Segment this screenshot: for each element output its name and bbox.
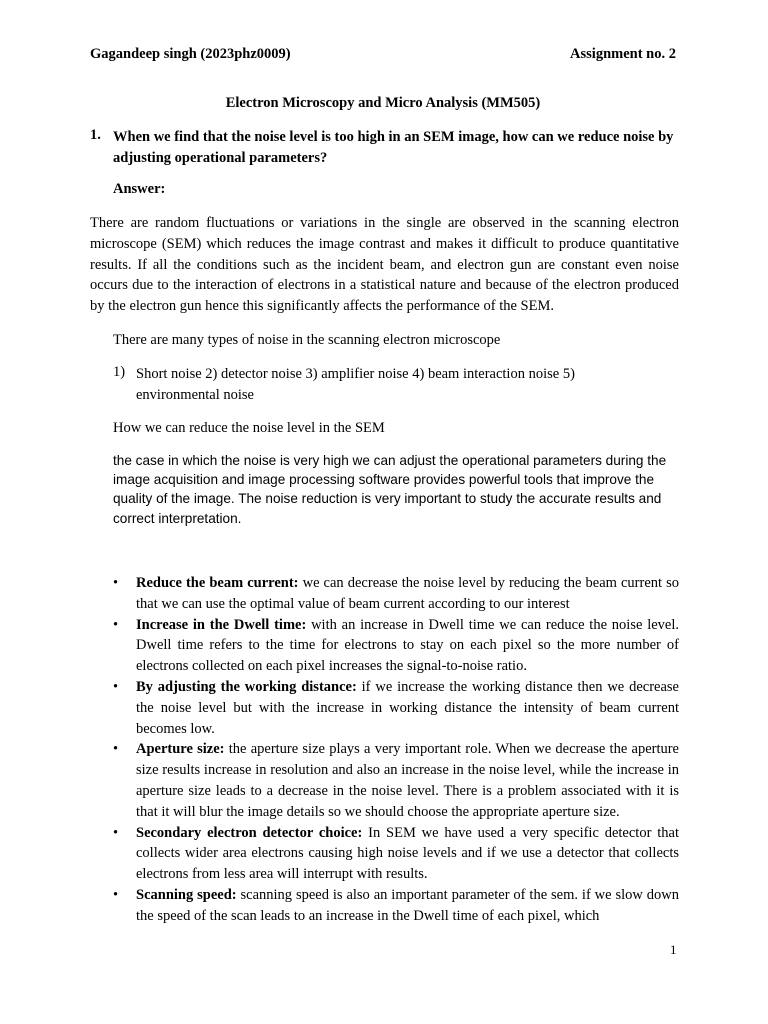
reduce-noise-heading: How we can reduce the noise level in the SEM (113, 420, 385, 436)
list-item (113, 615, 679, 677)
bullet-label: Secondary electron detector choice: (136, 824, 363, 841)
list-item (113, 739, 679, 822)
bullet-label: Increase in the Dwell time: (136, 616, 307, 633)
noise-types-intro: There are many types of noise in the scanning electron microscope (113, 332, 501, 348)
bullet-icon: • (113, 678, 119, 695)
author-name: Gagandeep singh (2023phz0009) (90, 46, 291, 62)
bullet-icon: • (113, 741, 119, 758)
parameter-bullet-list (113, 573, 679, 927)
bullet-icon: • (113, 575, 119, 591)
bullet-label: Aperture size: (136, 741, 225, 758)
intro-paragraph: There are random fluctuations or variations in the single are observed in the scanning electron microscope (SEM) which reduces the image contrast and makes it difficult to produce quantitative results. If all the conditions such as the incident beam, and electron gun are constant even noise occurs due to the interaction of electrons in a statistical nature and because of the electron produced by the electron gun hence this significantly affects the performance of the SEM. (90, 215, 679, 315)
sans-paragraph: the case in which the noise is very high we can adjust the operational parameters during the image acquisition and image processing software provides powerful tools that improve the quality of the image. The noise reduction is very important to study the accurate results and correct interpretation. (113, 453, 667, 526)
bullet-label: Scanning speed: (136, 886, 237, 903)
bullet-text: we can decrease the noise level by reducing the beam current so that we can use the optimal value of beam current according to our interest (136, 575, 679, 612)
list-item (113, 573, 679, 615)
bullet-label: By adjusting the working distance: (136, 678, 357, 695)
list-item (113, 885, 679, 927)
bullet-text: In SEM we have used a very specific detector that collects wider area electrons causing high noise levels and if we use a detector that collects electrons from less area will interrupt with results. (136, 824, 679, 883)
bullet-icon: • (113, 886, 119, 903)
bullet-icon: • (113, 616, 119, 633)
bullet-icon: • (113, 824, 119, 841)
answer-label: Answer: (113, 181, 166, 197)
list-item (113, 823, 679, 885)
noise-types-number: 1) (113, 364, 126, 380)
question-text: When we find that the noise level is too high in an SEM image, how can we reduce noise by adjusting operational parameters? (113, 129, 674, 166)
list-item (113, 677, 679, 739)
bullet-text: with an increase in Dwell time we can reduce the noise level. Dwell time refers to the time for electrons to stay on each pixel so the more number of electrons collected on each pixel increases the signal-to-noise ratio. (136, 616, 679, 675)
bullet-text: if we increase the working distance then we decrease the noise level but with the increase in working distance the intensity of beam current becomes low. (136, 678, 679, 737)
bullet-text: the aperture size plays a very important role. When we decrease the aperture size results increase in resolution and also an increase in the noise level, while the increase in aperture size leads to a decrease in the noise level. There is a problem associated with it is that it will blur the image details so we should choose the appropriate aperture size. (136, 741, 679, 820)
document-title: Electron Microscopy and Micro Analysis (MM505) (225, 95, 541, 111)
assignment-number: Assignment no. 2 (570, 46, 676, 62)
question-number: 1. (90, 127, 101, 143)
bullet-text: scanning speed is also an important parameter of the sem. if we slow down the speed of the scan leads to an increase in the Dwell time of each pixel, which (136, 886, 680, 924)
bullet-label: Reduce the beam current: (136, 575, 299, 591)
noise-types-list: Short noise 2) detector noise 3) amplifier noise 4) beam interaction noise 5) environmental noise (136, 366, 575, 403)
page-number: 1 (670, 942, 677, 957)
page-header (90, 46, 676, 66)
